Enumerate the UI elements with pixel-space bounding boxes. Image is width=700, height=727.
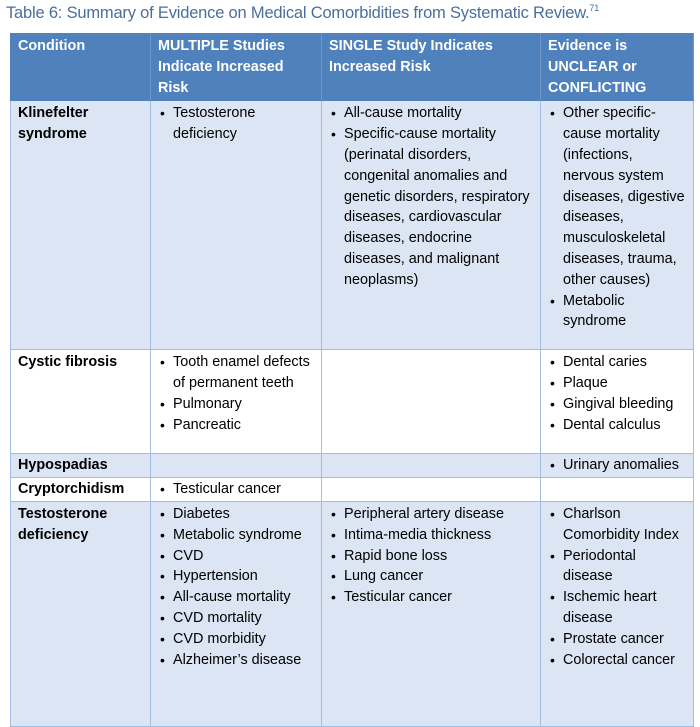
list-item: • CVD morbidity [158,629,314,650]
unclear-conflicting-list [548,504,686,670]
single-study-list [329,504,533,608]
unclear-conflicting-cell [541,350,694,454]
unclear-conflicting-list [548,455,686,476]
list-item: • Rapid bone loss [329,546,533,567]
list-item: • Dental caries [548,352,686,373]
list-item: • CVD mortality [158,608,314,629]
list-item: • Dental calculus [548,415,686,436]
list-item: • Metabolic syndrome [548,291,686,333]
list-item: • Gingival bleeding [548,394,686,415]
list-item: • Testicular cancer [158,479,314,500]
list-item: • Urinary anomalies [548,455,686,476]
single-study-list [329,103,533,290]
multiple-studies-list [158,352,314,435]
unclear-conflicting-list [548,103,686,332]
unclear-conflicting-cell [541,101,694,350]
list-item: • Testicular cancer [329,587,533,608]
list-item: • Plaque [548,373,686,394]
list-item: • Metabolic syndrome [158,525,314,546]
multiple-studies-cell [151,350,322,454]
list-item: • All-cause mortality [158,587,314,608]
multiple-studies-cell [151,454,322,478]
caption-text: Table 6: Summary of Evidence on Medical Comorbidities from Systematic Review. [6,4,590,22]
list-item: • Other specific-cause mortality (infections, nervous system diseases, digestive diseases, musculoskeletal diseases, trauma, other causes) [548,103,686,290]
list-item: • Ischemic heart disease [548,587,686,629]
multiple-studies-cell [151,101,322,350]
multiple-studies-cell [151,501,322,726]
list-item: • Tooth enamel defects of permanent teeth [158,352,314,394]
list-item: • Periodontal disease [548,546,686,588]
list-item: • Pulmonary [158,394,314,415]
list-item: • Peripheral artery disease [329,504,533,525]
table-row [11,350,694,454]
comorbidity-evidence-table [10,33,694,727]
caption-footnote-ref: 71 [589,3,600,13]
single-study-cell [322,501,541,726]
single-study-cell [322,454,541,478]
multiple-studies-list [158,504,314,670]
condition-cell: Cystic fibrosis [11,350,151,454]
multiple-studies-list [158,479,314,500]
list-item: • Specific-cause mortality (perinatal disorders, congenital anomalies and genetic disorders, respiratory diseases, cardiovascular diseases, endocrine diseases, and malignant neoplasms) [329,124,533,290]
unclear-conflicting-cell [541,501,694,726]
single-study-cell [322,350,541,454]
single-study-cell [322,478,541,502]
multiple-studies-list [158,103,314,145]
table-row [11,478,694,502]
unclear-conflicting-cell [541,454,694,478]
list-item: • Lung cancer [329,566,533,587]
list-item: • Hypertension [158,566,314,587]
list-item: • Diabetes [158,504,314,525]
header-multiple-studies: MULTIPLE Studies Indicate Increased Risk [151,34,322,101]
table-caption [6,3,599,23]
list-item: • Prostate cancer [548,629,686,650]
list-item: • Alzheimer’s disease [158,650,314,671]
single-study-cell [322,101,541,350]
condition-cell: Cryptorchidism [11,478,151,502]
list-item: • CVD [158,546,314,567]
condition-cell: Klinefelter syndrome [11,101,151,350]
list-item: • Charlson Comorbidity Index [548,504,686,546]
header-unclear-conflicting: Evidence is UNCLEAR or CONFLICTING [541,34,694,101]
header-condition: Condition [11,34,151,101]
table-row [11,101,694,350]
list-item: • Colorectal cancer [548,650,686,671]
list-item: • Intima-media thickness [329,525,533,546]
header-single-study: SINGLE Study Indicates Increased Risk [322,34,541,101]
table-header-row [11,34,694,101]
condition-cell: Testosterone deficiency [11,501,151,726]
table-row [11,501,694,726]
list-item: • Testosterone deficiency [158,103,314,145]
list-item: • Pancreatic [158,415,314,436]
condition-cell: Hypospadias [11,454,151,478]
table-row [11,454,694,478]
multiple-studies-cell [151,478,322,502]
unclear-conflicting-list [548,352,686,435]
list-item: • All-cause mortality [329,103,533,124]
unclear-conflicting-cell [541,478,694,502]
